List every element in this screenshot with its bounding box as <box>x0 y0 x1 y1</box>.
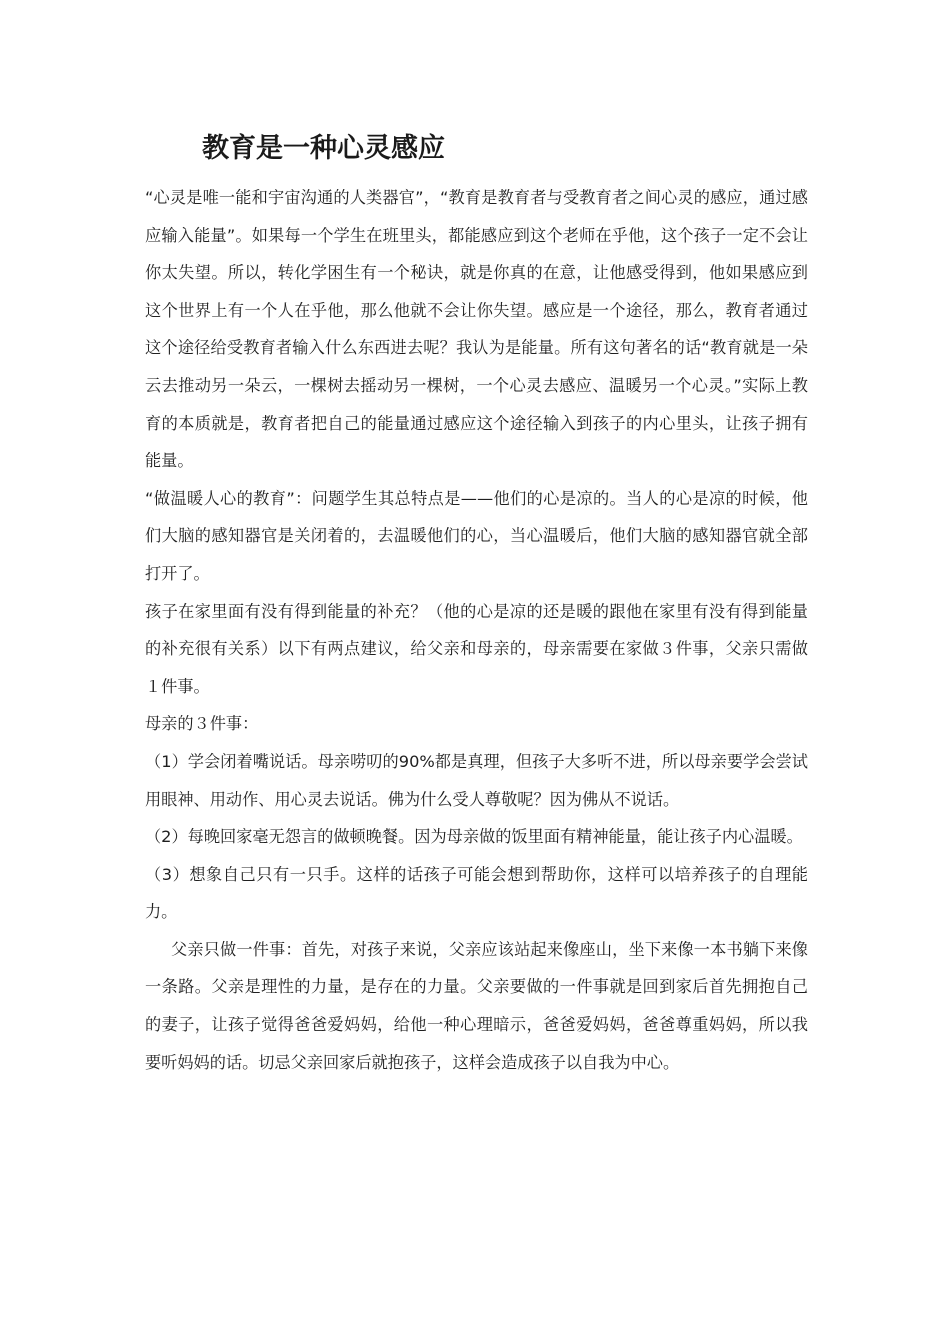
paragraph-warm-education: “做温暖人心的教育”：问题学生其总特点是——他们的心是凉的。当人的心是凉的时候，他们大脑的感知器官是关闭着的，去温暖他们的心，当心温暖后，他们大脑的感知器官就全部打开了。 <box>145 488 808 583</box>
paragraph-mother-heading: 母亲的３件事： <box>145 714 259 734</box>
paragraph-father: 父亲只做一件事：首先，对孩子来说，父亲应该站起来像座山，坐下来像一本书躺下来像一条路。父亲是理性的力量，是存在的力量。父亲要做的一件事就是回到家后首先拥抱自己的妻子，让孩子觉得爸爸爱妈妈，给他一种心理暗示，爸爸爱妈妈，爸爸尊重妈妈，所以我要听妈妈的话。切忌父亲回家后就抱孩子，这样会造成孩子以自我为中心。 <box>145 939 808 1072</box>
paragraph-mother-item-2: （2）每晚回家毫无怨言的做顿晚餐。因为母亲做的饭里面有精神能量，能让孩子内心温暖。 <box>145 827 803 847</box>
paragraph-mother-item-3: （3）想象自己只有一只手。这样的话孩子可能会想到帮助你，这样可以培养孩子的自理能力。 <box>145 864 808 922</box>
paragraph-mother-item-1: （1）学会闭着嘴说话。母亲唠叨的90%都是真理，但孩子大多听不进，所以母亲要学会尝试用眼神、用动作、用心灵去说话。佛为什么受人尊敬呢？因为佛从不说话。 <box>145 751 808 809</box>
document-body <box>145 179 808 1081</box>
paragraph-family-energy: 孩子在家里面有没有得到能量的补充？（他的心是凉的还是暖的跟他在家里有没有得到能量的补充很有关系）以下有两点建议，给父亲和母亲的，母亲需要在家做３件事，父亲只需做１件事。 <box>145 601 808 696</box>
paragraph-heart-sensing: “心灵是唯一能和宇宙沟通的人类器官”，“教育是教育者与受教育者之间心灵的感应，通过感应输入能量”。如果每一个学生在班里头，都能感应到这个老师在乎他，这个孩子一定不会让你太失望。所以，转化学困生有一个秘诀，就是你真的在意，让他感受得到，他如果感应到这个世界上有一个人在乎他，那么他就不会让你失望。感应是一个途径，那么，教育者通过这个途径给受教育者输入什么东西进去呢？我认为是能量。所有这句著名的话“教育就是一朵云去推动另一朵云，一棵树去摇动另一棵树，一个心灵去感应、温暖另一个心灵。”实际上教育的本质就是，教育者把自己的能量通过感应这个途径输入到孩子的内心里头，让孩子拥有能量。 <box>145 188 808 471</box>
document-title: 教育是一种心灵感应 <box>202 133 445 164</box>
